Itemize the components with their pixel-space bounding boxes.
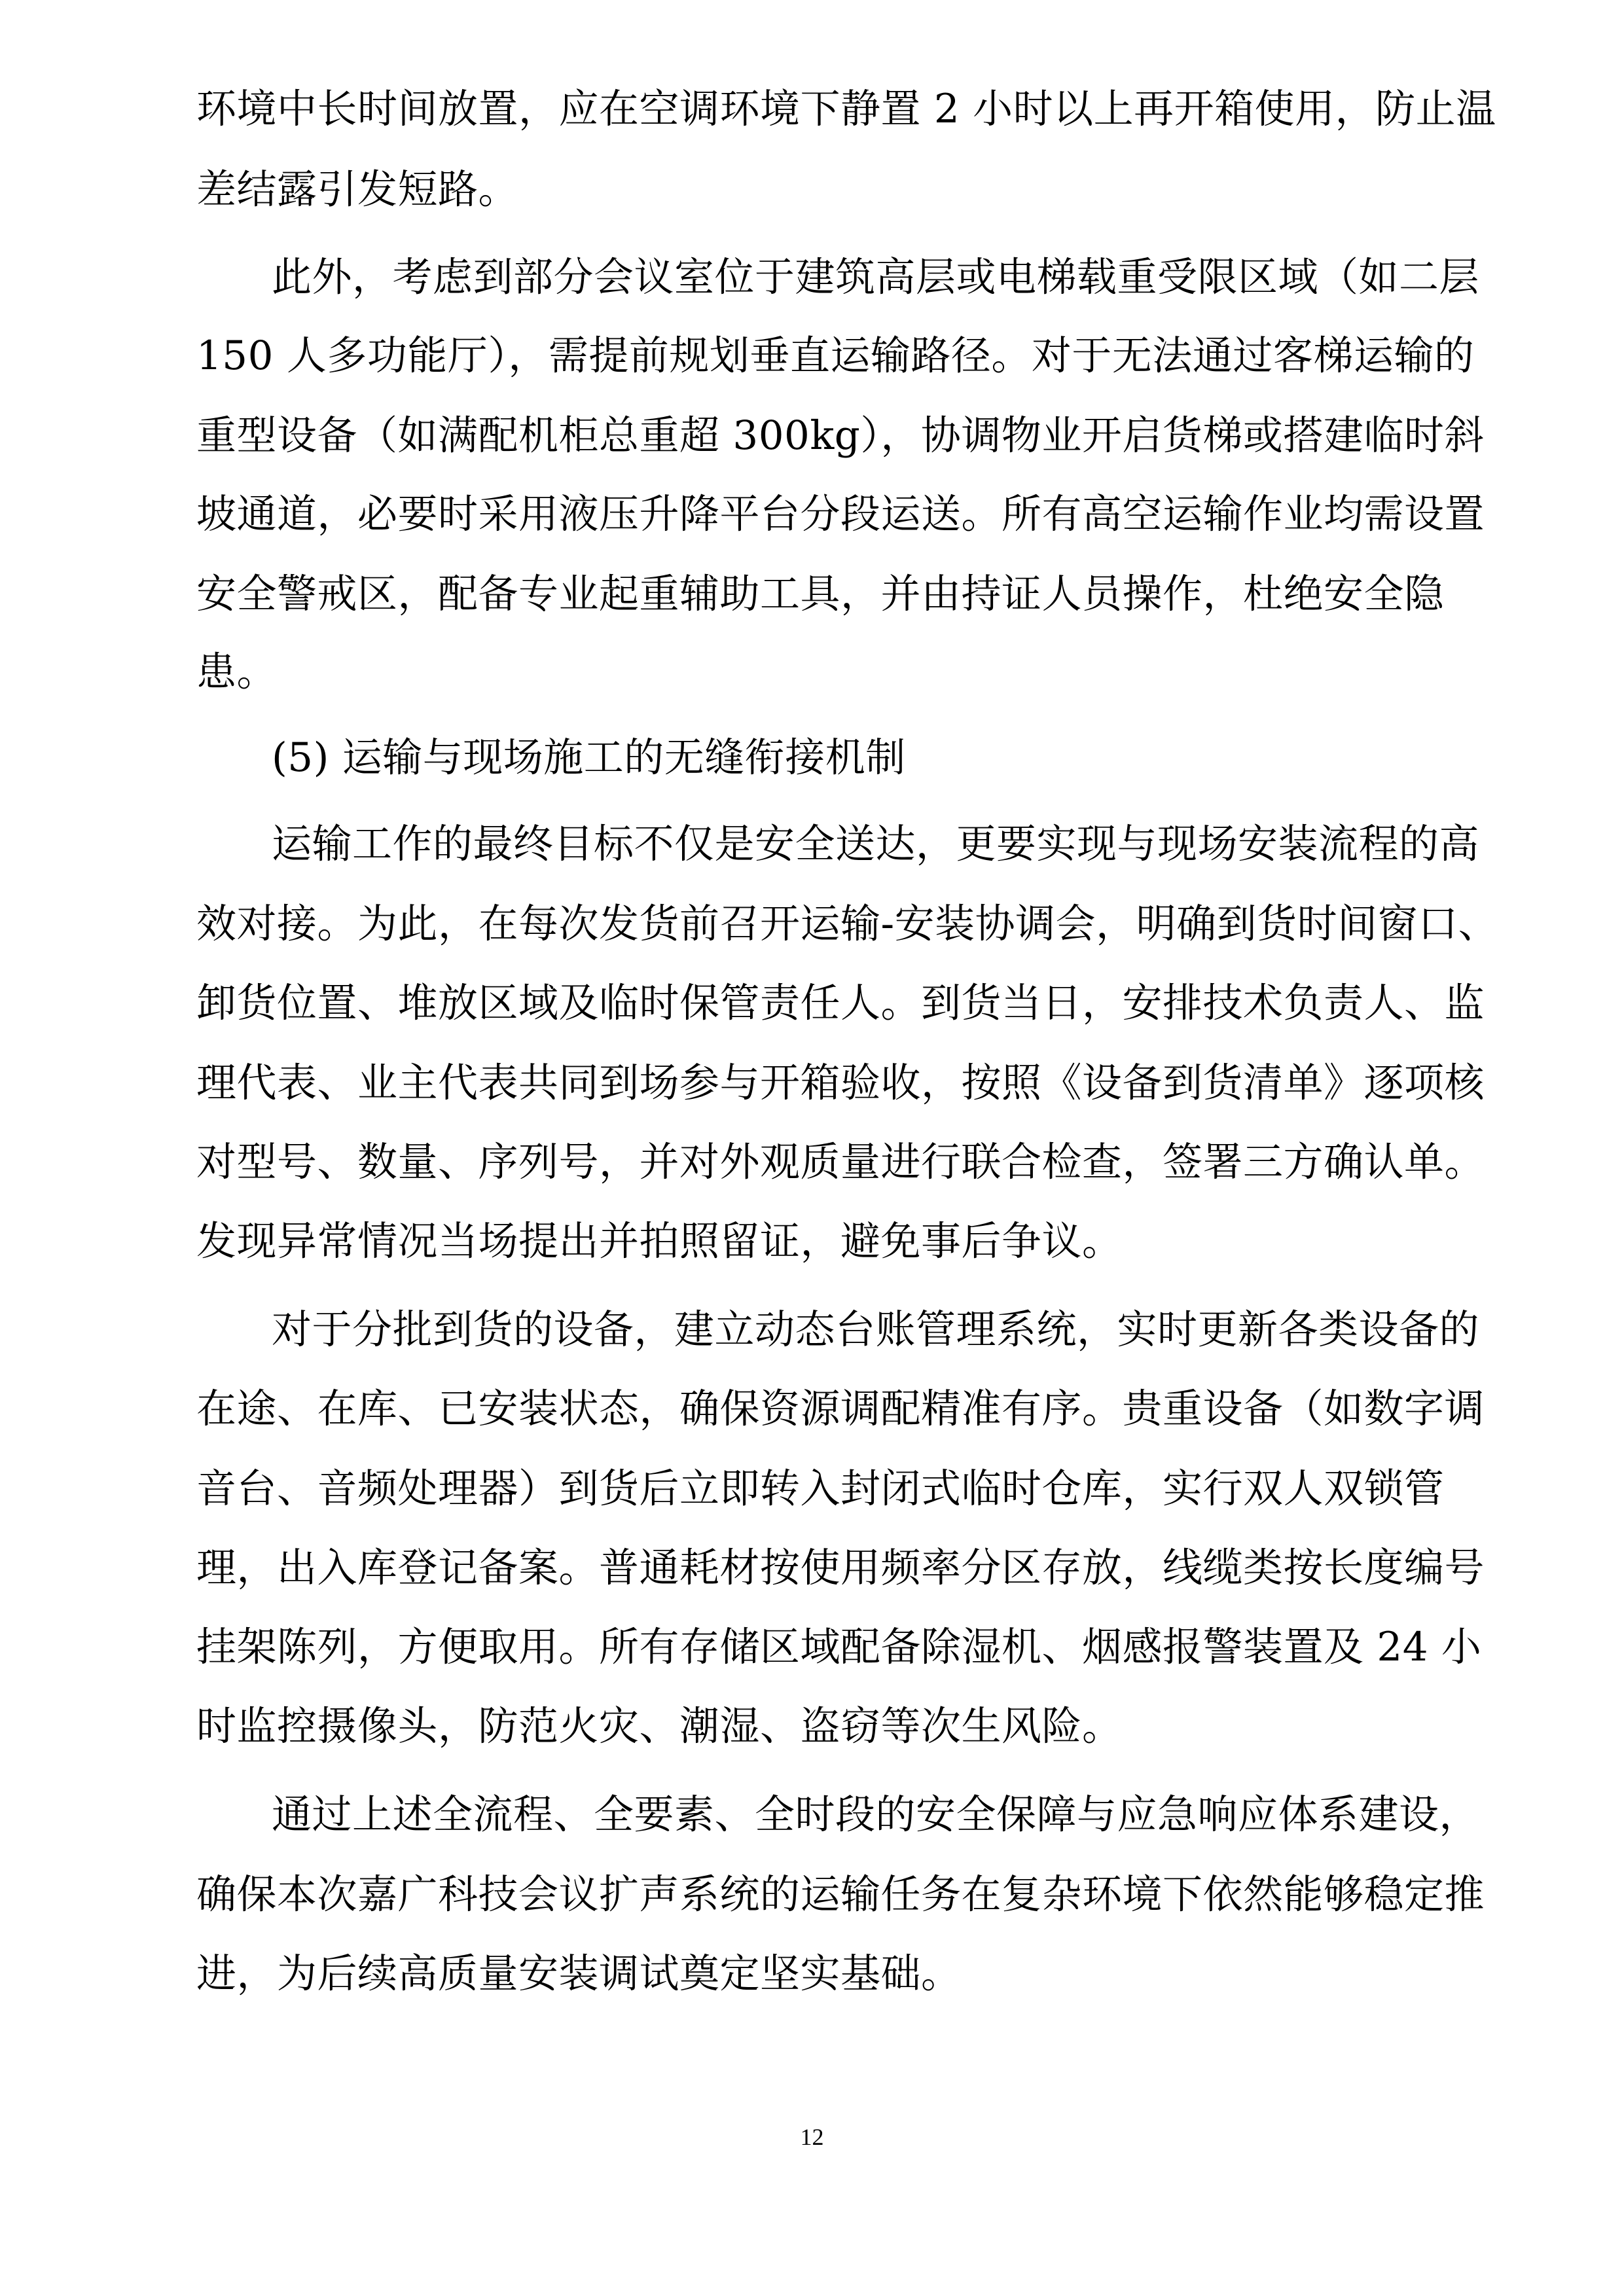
- text-line: 重型设备（如满配机柜总重超 300kg），协调物业开启货梯或搭建临时斜: [196, 412, 1485, 459]
- text-line: 效对接。为此，在每次发货前召开运输-安装协调会，明确到货时间窗口、: [196, 901, 1499, 947]
- page-number: 12: [800, 2124, 824, 2150]
- text-line: 发现异常情况当场提出并拍照留证，避免事后争议。: [196, 1218, 1123, 1265]
- text-line: 进，为后续高质量安装调试奠定坚实基础。: [196, 1950, 962, 1997]
- paragraph-start: 通过上述全流程、全要素、全时段的安全保障与应急响应体系建设，: [272, 1791, 1480, 1838]
- text-line: 坡通道，必要时采用液压升降平台分段运送。所有高空运输作业均需设置: [196, 491, 1485, 537]
- text-line: 挂架陈列，方便取用。所有存储区域配备除湿机、烟感报警装置及 24 小: [196, 1624, 1482, 1670]
- text-line: 卸货位置、堆放区域及临时保管责任人。到货当日，安排技术负责人、监: [196, 980, 1485, 1026]
- section-heading: (5) 运输与现场施工的无缝衔接机制: [272, 734, 906, 781]
- text-line: 理，出入库登记备案。普通耗材按使用频率分区存放，线缆类按长度编号: [196, 1545, 1485, 1591]
- text-line: 环境中长时间放置，应在空调环境下静置 2 小时以上再开箱使用，防止温: [196, 86, 1496, 132]
- text-line: 理代表、业主代表共同到场参与开箱验收，按照《设备到货清单》逐项核: [196, 1060, 1485, 1106]
- text-line: 音台、音频处理器）到货后立即转入封闭式临时仓库，实行双人双锁管: [196, 1465, 1445, 1512]
- paragraph-start: 对于分批到货的设备，建立动态台账管理系统，实时更新各类设备的: [272, 1306, 1480, 1353]
- text-line: 在途、在库、已安装状态，确保资源调配精准有序。贵重设备（如数字调: [196, 1386, 1485, 1432]
- paragraph-start: 此外，考虑到部分会议室位于建筑高层或电梯载重受限区域（如二层: [272, 254, 1480, 300]
- text-line: 对型号、数量、序列号，并对外观质量进行联合检查，签署三方确认单。: [196, 1139, 1485, 1185]
- text-line: 确保本次嘉广科技会议扩声系统的运输任务在复杂环境下依然能够稳定推: [196, 1871, 1485, 1918]
- paragraph-start: 运输工作的最终目标不仅是安全送达，更要实现与现场安装流程的高: [272, 821, 1480, 867]
- text-line: 患。: [196, 649, 278, 695]
- text-line: 150 人多功能厅），需提前规划垂直运输路径。对于无法通过客梯运输的: [196, 332, 1475, 379]
- text-line: 时监控摄像头，防范火灾、潮湿、盗窃等次生风险。: [196, 1703, 1123, 1749]
- text-line: 差结露引发短路。: [196, 166, 519, 213]
- text-line: 安全警戒区，配备专业起重辅助工具，并由持证人员操作，杜绝安全隐: [196, 571, 1445, 617]
